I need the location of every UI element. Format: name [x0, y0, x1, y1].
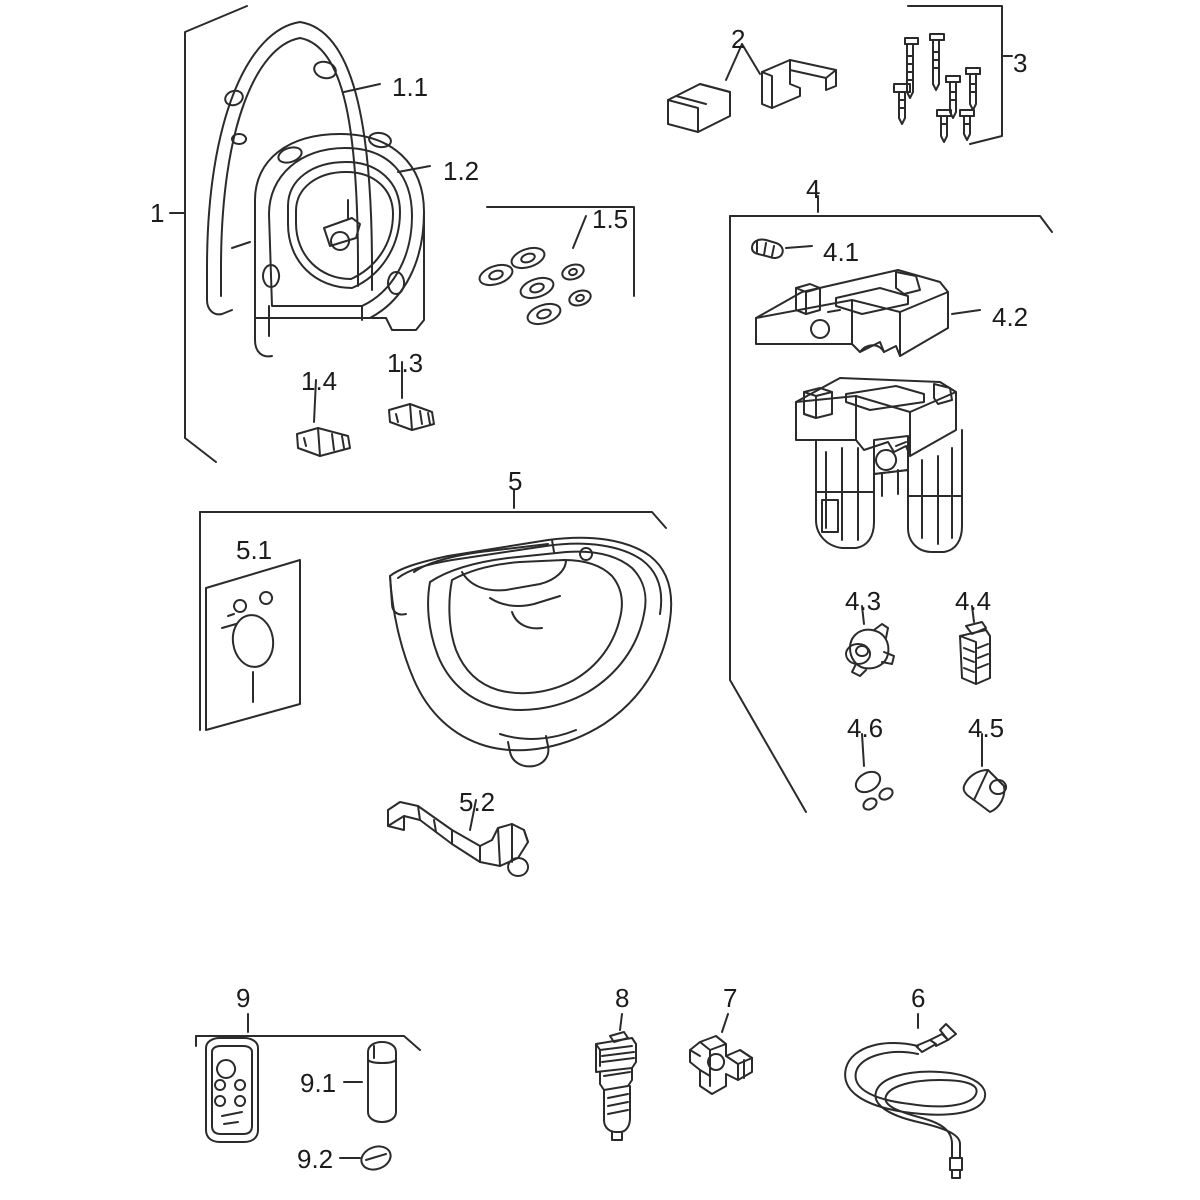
- label-9-1: 9.1: [300, 1068, 337, 1098]
- part-9-1-battery: [368, 1042, 396, 1122]
- label-9-2: 9.2: [297, 1144, 334, 1174]
- part-4-5-nozzle-sleeve: [964, 770, 1006, 812]
- label-1-1: 1.1: [392, 72, 429, 102]
- label-1-2: 1.2: [443, 156, 480, 186]
- leader-4-1: [786, 246, 812, 248]
- part-3-screws: [894, 34, 980, 142]
- part-5-1-mounting-plate: [206, 560, 300, 730]
- part-4-6-seals: [852, 768, 894, 812]
- label-5-2: 5.2: [459, 787, 496, 817]
- leader-8: [620, 1014, 622, 1030]
- part-9-2-coin-cover: [358, 1143, 394, 1174]
- part-1-2-seat-ring: [255, 131, 424, 356]
- label-2: 2: [731, 24, 746, 54]
- part-1-4-hinge-bolt-short: [297, 428, 350, 456]
- label-4: 4: [806, 174, 821, 204]
- part-1-3-hinge-bolt-long: [389, 404, 434, 430]
- part-4-3-valve-cartridge: [846, 624, 894, 676]
- label-4-4: 4.4: [955, 586, 992, 616]
- part-8-water-filter: [596, 1032, 636, 1140]
- part-9-remote-control: [206, 1038, 258, 1142]
- label-3: 3: [1013, 48, 1028, 78]
- label-1-3: 1.3: [387, 348, 424, 378]
- leader-1-1: [344, 84, 380, 92]
- label-5-1: 5.1: [236, 535, 273, 565]
- part-1-5-buffers: [477, 244, 593, 328]
- part-4-2-cover-plate: [756, 270, 948, 356]
- label-4-2: 4.2: [992, 302, 1029, 332]
- part-7-angle-valve: [690, 1036, 752, 1094]
- group-9-bracket: [196, 1014, 420, 1050]
- label-8: 8: [615, 983, 630, 1013]
- leader-7: [722, 1014, 728, 1032]
- part-4-module-body: [796, 378, 962, 552]
- label-7: 7: [723, 983, 738, 1013]
- part-6-supply-hose: [845, 1024, 985, 1178]
- part-5-wc-ceramic: [390, 538, 671, 767]
- part-4-4-filter: [960, 622, 990, 684]
- label-4-1: 4.1: [823, 237, 860, 267]
- label-4-5: 4.5: [968, 713, 1005, 743]
- label-6: 6: [911, 983, 926, 1013]
- leader-4-2: [952, 310, 980, 314]
- label-1-4: 1.4: [301, 366, 338, 396]
- part-2-spacers: [668, 60, 836, 132]
- label-1: 1: [150, 198, 165, 228]
- label-4-3: 4.3: [845, 586, 882, 616]
- label-4-6: 4.6: [847, 713, 884, 743]
- label-1-5: 1.5: [592, 204, 629, 234]
- label-5: 5: [508, 466, 523, 496]
- label-9: 9: [236, 983, 251, 1013]
- part-4-1-clip: [752, 239, 783, 258]
- group-5-bracket: [200, 490, 666, 730]
- leader-1-5: [573, 216, 586, 248]
